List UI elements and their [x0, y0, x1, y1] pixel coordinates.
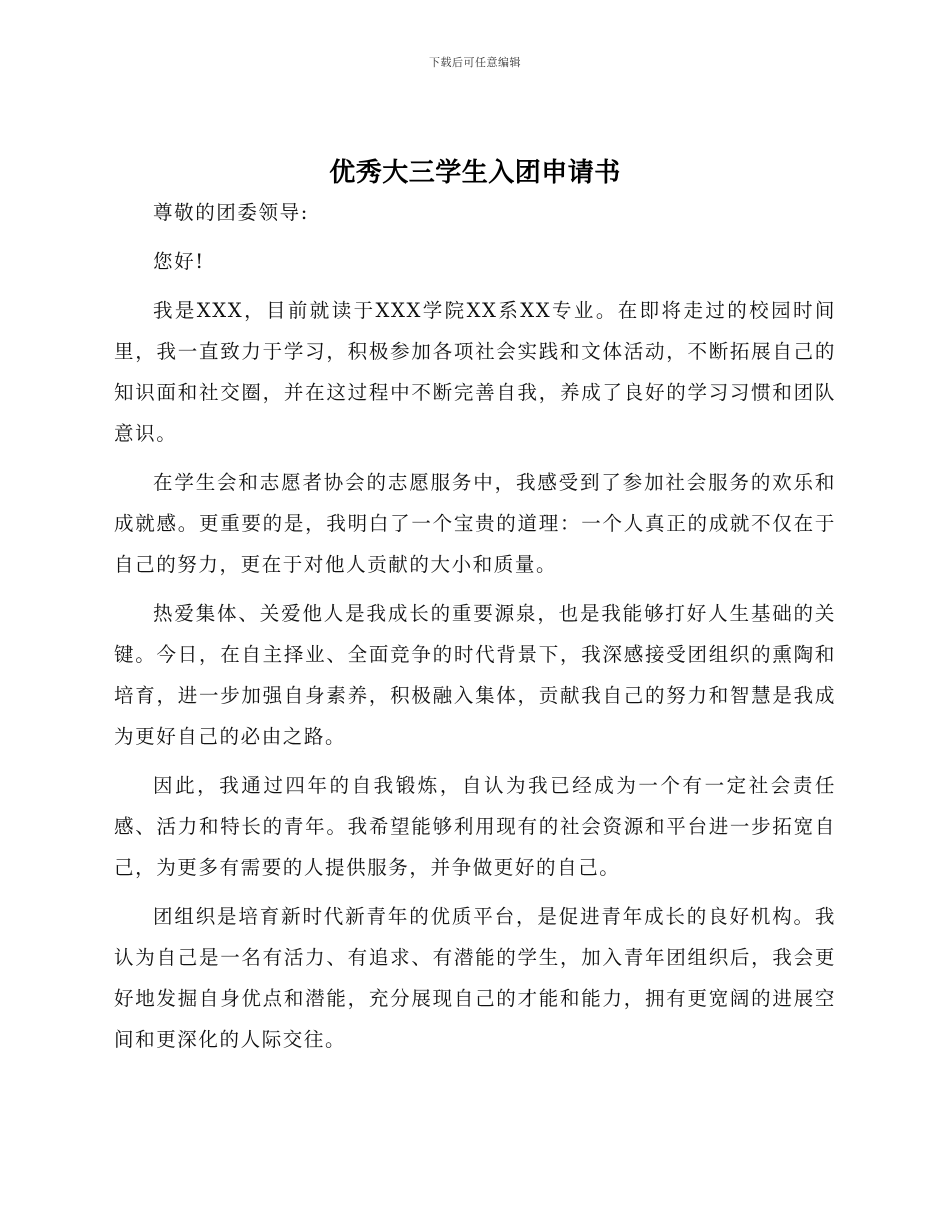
header-note: 下载后可任意编辑	[429, 56, 521, 69]
document-title: 优秀大三学生入团申请书	[329, 158, 621, 188]
paragraph-2: 在学生会和志愿者协会的志愿服务中，我感受到了参加社会服务的欢乐和成就感。更重要的是，我明白了一个宝贵的道理：一个人真正的成就不仅在于自己的努力，更在于对他人贡献的大小和质量。	[114, 471, 836, 576]
paragraph-4: 因此，我通过四年的自我锻炼，自认为我已经成为一个有一定社会责任感、活力和特长的青年。我希望能够利用现有的社会资源和平台进一步拓宽自己，为更多有需要的人提供服务，并争做更好的自己。	[114, 774, 836, 879]
document-body	[114, 192, 836, 1060]
paragraph-5: 团组织是培育新时代新青年的优质平台，是促进青年成长的良好机构。我认为自己是一名有活力、有追求、有潜能的学生，加入青年团组织后，我会更好地发掘自身优点和潜能，充分展现自己的才能和能力，拥有更宽阔的进展空间和更深化的人际交往。	[114, 905, 836, 1051]
paragraph-3: 热爱集体、关爱他人是我成长的重要源泉，也是我能够打好人生基础的关键。今日，在自主择业、全面竞争的时代背景下，我深感接受团组织的熏陶和培育，进一步加强自身素养，积极融入集体，贡献我自己的努力和智慧是我成为更好自己的必由之路。	[114, 602, 836, 748]
greeting: 您好!	[153, 250, 205, 273]
salutation: 尊敬的团委领导:	[153, 201, 309, 224]
paragraph-1: 我是XXX，目前就读于XXX学院XX系XX专业。在即将走过的校园时间里，我一直致力于学习，积极参加各项社会实践和文体活动，不断拓展自己的知识面和社交圈，并在这过程中不断完善自我，养成了良好的学习习惯和团队意识。	[114, 299, 836, 445]
